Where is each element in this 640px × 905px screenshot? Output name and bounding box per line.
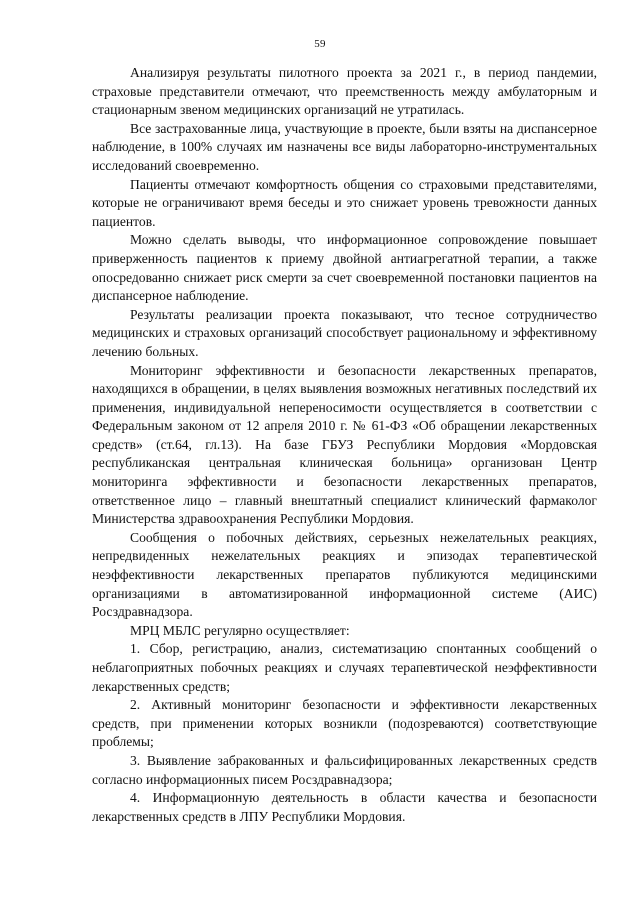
list-item-duty-2: 2. Активный мониторинг безопасности и эффективности лекарственных средств, при применении которых возникли (подозреваются) соответствующие проблемы;	[92, 697, 597, 750]
list-item-duty-3: 3. Выявление забракованных и фальсифицированных лекарственных средств согласно информационных писем Росздравнадзора;	[92, 752, 597, 787]
paragraph-mrc-duties-intro: МРЦ МБЛС регулярно осуществляет:	[130, 622, 350, 638]
list-item-duty-4: 4. Информационную деятельность в области качества и безопасности лекарственных средств в ЛПУ Республики Мордовия.	[92, 790, 597, 824]
document-body	[92, 64, 597, 826]
paragraph-conclusions: Можно сделать выводы, что информационное сопровождение повышает приверженность пациентов к приему двойной антиагрегатной терапии, а также опосредованно снижает риск смерти за счет своевременной постановки пациентов на диспансерное наблюдение.	[92, 232, 597, 304]
list-item-duty-1: 1. Сбор, регистрацию, анализ, систематизацию спонтанных сообщений о неблагоприятных побочных реакциях и случаях терапевтической неэффективности лекарственных средств;	[92, 641, 597, 694]
paragraph-pilot-results: Анализируя результаты пилотного проекта за 2021 г., в период пандемии, страховые представители отмечают, что преемственность между амбулаторным и стационарным звеном медицинских организаций не утратилась.	[92, 65, 597, 118]
page-number: 59	[314, 38, 326, 50]
paragraph-drug-monitoring: Мониторинг эффективности и безопасности лекарственных препаратов, находящихся в обращении, в целях выявления возможных негативных последствий их применения, индивидуальной непереносимости осуществляется в соответствии с Федеральным законом от 12 апреля 2010 г. № 61-ФЗ «Об обращении лекарственных средств» (ст.64, гл.13). На базе ГБУЗ Республики Мордовия «Мордовская республиканская центральная клиническая больница» организован Центр мониторинга эффективности и безопасности лекарственных препаратов, ответственное лицо – главный внештатный специалист клинический фармаколог Министерства здравоохранения Республики Мордовия.	[92, 362, 597, 527]
paragraph-dispensary-observation: Все застрахованные лица, участвующие в проекте, были взяты на диспансерное наблюдение, в 100% случаях им назначены все виды лабораторно-инструментальных исследований своевременно.	[92, 120, 597, 173]
paragraph-project-results: Результаты реализации проекта показывают, что тесное сотрудничество медицинских и страховых организаций способствует рациональному и эффективному лечению больных.	[92, 306, 597, 359]
paragraph-adverse-reactions: Сообщения о побочных действиях, серьезных нежелательных реакциях, непредвиденных нежелательных реакциях и эпизодах терапевтической неэффективности лекарственных препаратов публикуются медицинскими организациями в автоматизированной информационной системе (АИС) Росздравнадзора.	[92, 529, 597, 620]
paragraph-patient-comfort: Пациенты отмечают комфортность общения со страховыми представителями, которые не ограничивают время беседы и это снижает уровень тревожности данных пациентов.	[92, 176, 597, 229]
